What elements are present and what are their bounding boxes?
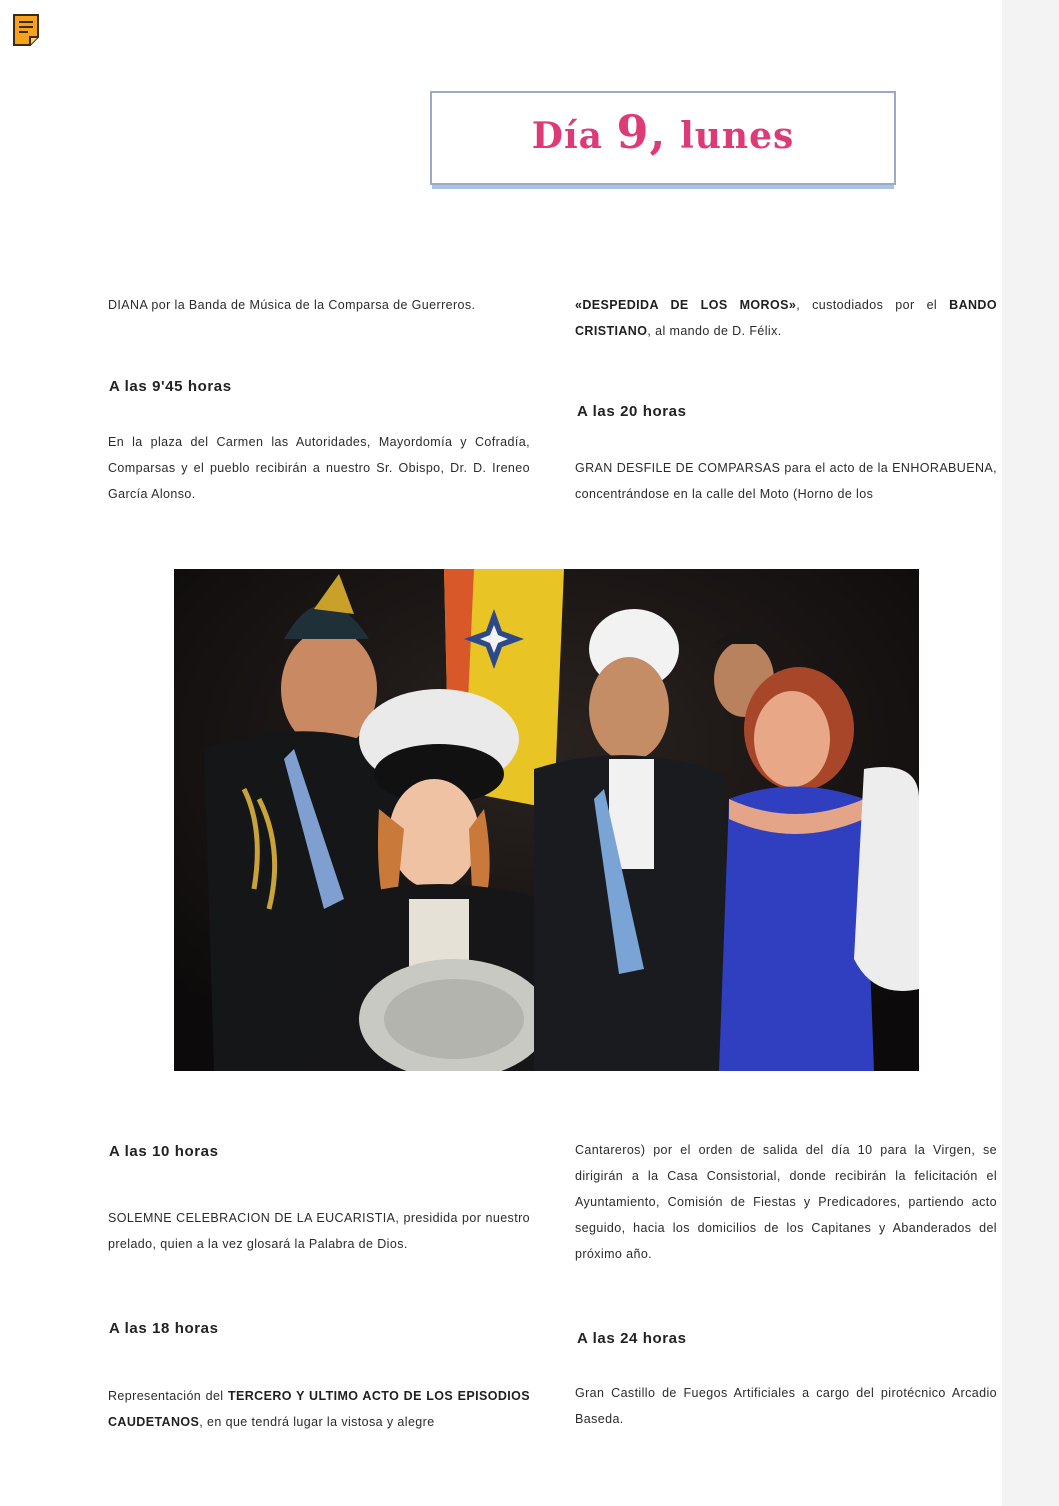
event-photo-illustration (174, 569, 919, 1071)
left-heading-18: A las 18 horas (109, 1320, 219, 1337)
right-paragraph-4: Gran Castillo de Fuegos Artificiales a cargo del pirotécnico Arcadio Baseda. (575, 1386, 997, 1426)
event-photo (174, 569, 919, 1071)
left-heading-10: A las 10 horas (109, 1143, 219, 1160)
page-edge (1002, 0, 1059, 1506)
title-day-word: Día (531, 115, 603, 157)
right-paragraph-3: Cantareros) por el orden de salida del día 10 para la Virgen, se dirigirán a la Casa Consistorial, donde recibirán la felicitación el Ayuntamiento, Comisión de Fiestas y Predicadores, partiendo acto seguido, hacia los domicilios de los Capitanes y Abanderados del próximo año. (575, 1143, 997, 1261)
right-heading-20: A las 20 horas (577, 403, 687, 420)
left-paragraph-4: Representación del TERCERO Y ULTIMO ACTO DE LOS EPISODIOS CAUDETANOS, en que tendrá lugar la vistosa y alegre (108, 1389, 530, 1429)
title-day-number: 9, (616, 105, 667, 159)
left-paragraph-3: SOLEMNE CELEBRACION DE LA EUCARISTIA, presidida por nuestro prelado, quien a la vez glosará la Palabra de Dios. (108, 1211, 530, 1251)
left-paragraph-2: En la plaza del Carmen las Autoridades, Mayordomía y Cofradía, Comparsas y el pueblo recibirán a nuestro Sr. Obispo, Dr. D. Ireneo García Alonso. (108, 435, 530, 501)
left-paragraph-1: DIANA por la Banda de Música de la Comparsa de Guerreros. (108, 298, 476, 312)
right-paragraph-2: GRAN DESFILE DE COMPARSAS para el acto de la ENHORABUENA, concentrándose en la calle del Moto (Horno de los (575, 461, 997, 501)
right-heading-24: A las 24 horas (577, 1330, 687, 1347)
title-box (430, 91, 896, 185)
title-weekday: lunes (680, 115, 795, 157)
left-heading-945: A las 9'45 horas (109, 378, 232, 395)
document-icon[interactable] (12, 13, 40, 47)
page-title (432, 105, 894, 159)
right-paragraph-1: «DESPEDIDA DE LOS MOROS», custodiados por el BANDO CRISTIANO, al mando de D. Félix. (575, 298, 997, 338)
